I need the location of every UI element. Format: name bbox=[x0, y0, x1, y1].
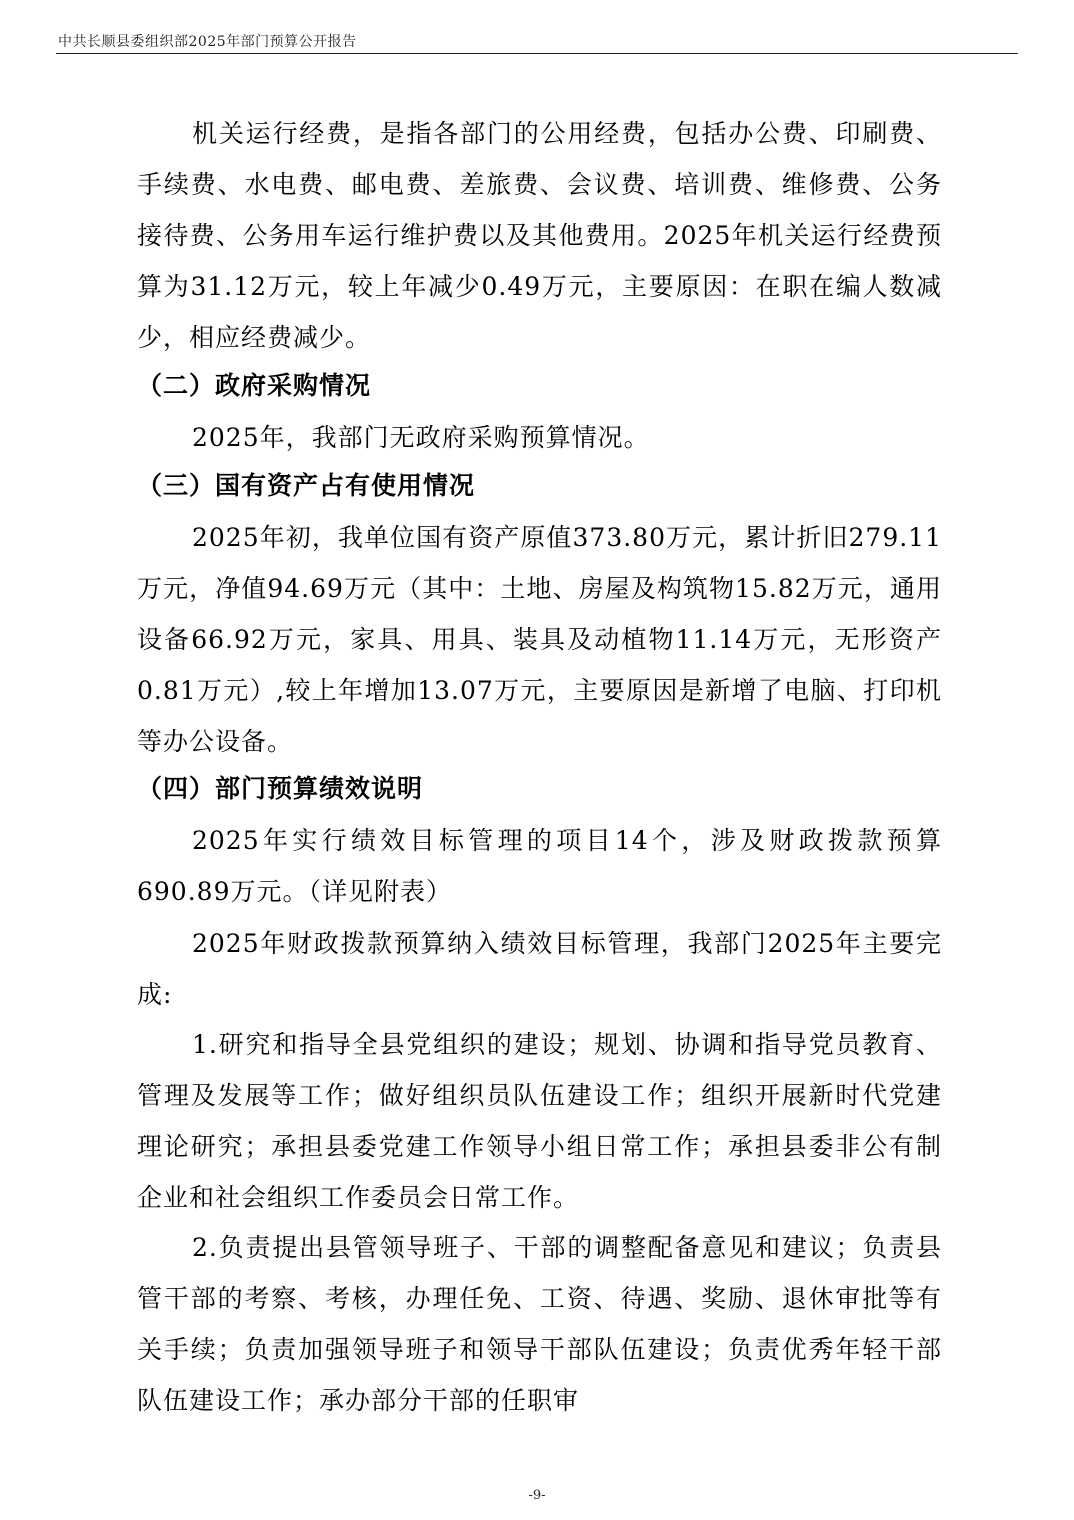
list-item-1: 1.研究和指导全县党组织的建设；规划、协调和指导党员教育、管理及发展等工作；做好组织员队伍建设工作；组织开展新时代党建理论研究；承担县委党建工作领导小组日常工作；承担县委非公有制企业和社会组织工作委员会日常工作。 bbox=[137, 1030, 942, 1212]
paragraph-operating-expenses: 机关运行经费，是指各部门的公用经费，包括办公费、印刷费、手续费、水电费、邮电费、差旅费、会议费、培训费、维修费、公务接待费、公务用车运行维护费以及其他费用。2025年机关运行经费预算为31.12万元，较上年减少0.49万元，主要原因：在职在编人数减少，相应经费减少。 bbox=[137, 119, 942, 352]
header-divider bbox=[56, 53, 1018, 54]
heading-government-procurement: （二）政府采购情况 bbox=[137, 371, 372, 400]
paragraph-performance-projects: 2025年实行绩效目标管理的项目14个，涉及财政拨款预算690.89万元。（详见附表） bbox=[137, 826, 942, 906]
paragraph-government-procurement: 2025年，我部门无政府采购预算情况。 bbox=[192, 423, 650, 452]
document-header: 中共长顺县委组织部2025年部门预算公开报告 bbox=[58, 34, 357, 50]
paragraph-performance-intro: 2025年财政拨款预算纳入绩效目标管理，我部门2025年主要完成: bbox=[137, 929, 942, 1009]
heading-state-assets: （三）国有资产占有使用情况 bbox=[137, 471, 476, 500]
heading-performance: （四）部门预算绩效说明 bbox=[137, 774, 424, 803]
paragraph-state-assets: 2025年初，我单位国有资产原值373.80万元，累计折旧279.11万元，净值94.69万元（其中：土地、房屋及构筑物15.82万元，通用设备66.92万元，家具、用具、装具及动植物11.14万元，无形资产0.81万元）,较上年增加13.07万元，主要原因是新增了电脑、打印机等办公设备。 bbox=[137, 523, 942, 756]
page-number: -9- bbox=[528, 1488, 546, 1503]
list-item-2: 2.负责提出县管领导班子、干部的调整配备意见和建议；负责县管干部的考察、考核，办理任免、工资、待遇、奖励、退休审批等有关手续；负责加强领导班子和领导干部队伍建设；负责优秀年轻干部队伍建设工作；承办部分干部的任职审 bbox=[137, 1233, 942, 1415]
